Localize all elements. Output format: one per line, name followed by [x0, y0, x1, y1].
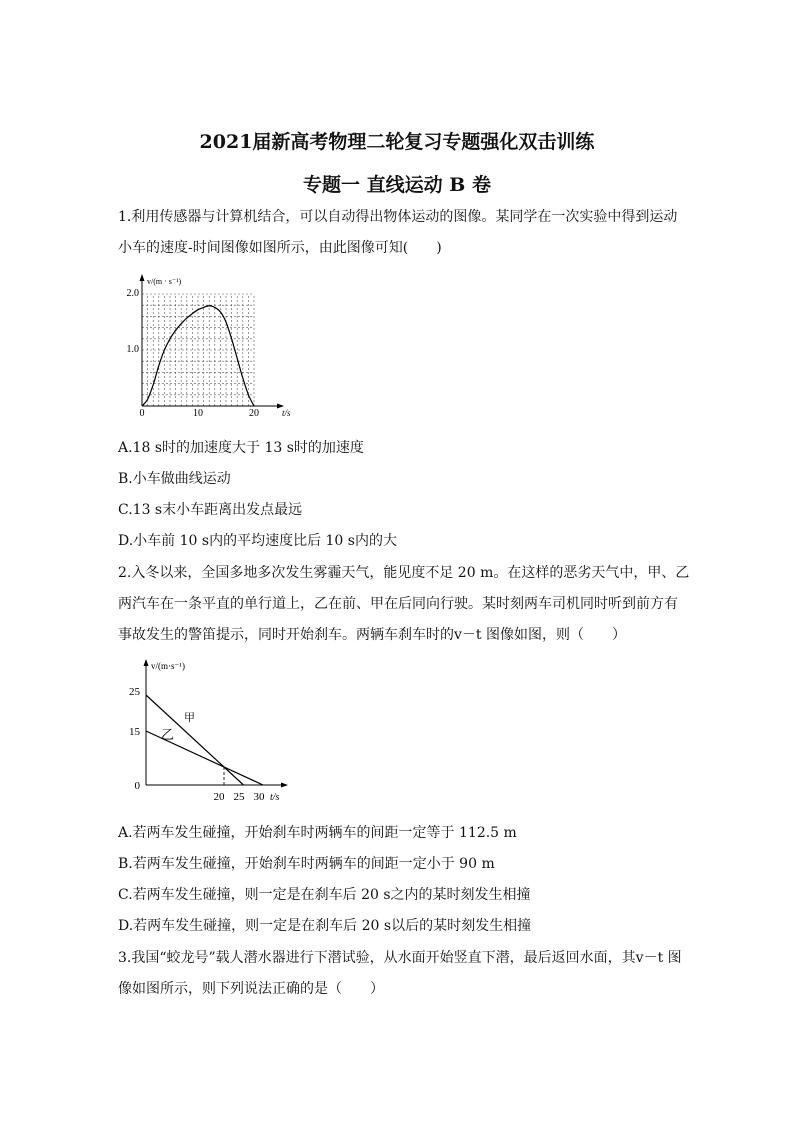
- chart2-y-tick-15: 15: [129, 726, 140, 738]
- chart1-x-tick-20: 20: [249, 408, 259, 419]
- q3-stem-line1: 3.我国“蛟龙号”载人潜水器进行下潜试验，从水面开始竖直下潜，最后返回水面，其v－t 图: [118, 950, 682, 966]
- q2-option-d: D.若两车发生碰撞，则一定是在刹车后 20 s以后的某时刻发生相撞: [118, 918, 532, 934]
- q2-option-a: A.若两车发生碰撞，开始刹车时两辆车的间距一定等于 112.5 m: [118, 825, 517, 841]
- chart1-x-tick-10: 10: [193, 408, 203, 419]
- q2-stem-line3: 事故发生的警笛提示，同时开始刹车。两辆车刹车时的v－t 图像如图，则（ ）: [118, 627, 626, 643]
- chart2-y-label: v/(m·s⁻¹): [151, 661, 185, 671]
- chart2-y-tick-25: 25: [129, 686, 140, 698]
- chart1-y-label: v/(m · s⁻¹): [147, 277, 182, 286]
- chart1-y-tick-2: 2.0: [126, 288, 139, 299]
- chart2-x-tick-30: 30: [253, 791, 265, 803]
- chart1-grid: [142, 294, 254, 406]
- q2-velocity-time-chart: [118, 655, 298, 805]
- chart2-x-tick-25: 25: [233, 791, 245, 803]
- chart2-x-axis-arrow: [281, 783, 288, 788]
- q1-option-d: D.小车前 10 s内的平均速度比后 10 s内的大: [118, 533, 397, 549]
- chart2-series-yi-label: 乙: [161, 727, 175, 742]
- q2-option-b: B.若两车发生碰撞，开始刹车时两辆车的间距一定小于 90 m: [118, 856, 495, 872]
- chart2-x-label: t/s: [270, 792, 280, 803]
- q1-velocity-time-chart: [118, 270, 298, 420]
- q2-option-c: C.若两车发生碰撞，则一定是在刹车后 20 s之内的某时刻发生相撞: [118, 887, 531, 903]
- document-subtitle: 专题一 直线运动 B 卷: [303, 174, 491, 196]
- q3-stem-line2: 像如图所示，则下列说法正确的是（ ）: [118, 981, 384, 997]
- q2-stem-line1: 2.入冬以来，全国多地多次发生雾霾天气，能见度不足 20 m。在这样的恶劣天气中，甲、乙: [118, 565, 690, 581]
- chart1-x-tick-0: 0: [139, 408, 145, 419]
- chart2-series-jia-label: 甲: [184, 712, 195, 724]
- chart2-x-tick-20: 20: [213, 791, 225, 803]
- q1-stem-line1: 1.利用传感器与计算机结合，可以自动得出物体运动的图像。某同学在一次实验中得到运动: [118, 209, 678, 225]
- chart2-y-axis-arrow: [144, 659, 149, 666]
- chart1-x-label: t/s: [282, 408, 291, 418]
- q1-option-b: B.小车做曲线运动: [118, 471, 231, 487]
- q1-option-c: C.13 s末小车距离出发点最远: [118, 502, 303, 518]
- chart1-y-axis-arrow: [140, 274, 145, 281]
- q2-stem-line2: 两汽车在一条平直的单行道上，乙在前、甲在后同向行驶。某时刻两车司机同时听到前方有: [118, 596, 678, 612]
- q1-option-a: A.18 s时的加速度大于 13 s时的加速度: [118, 440, 364, 456]
- document-title: 2021届新高考物理二轮复习专题强化双击训练: [199, 131, 595, 153]
- chart1-y-tick-1: 1.0: [126, 344, 139, 355]
- q1-stem-line2: 小车的速度-时间图像如图所示，由此图像可知( ): [118, 240, 442, 256]
- chart2-y-tick-0: 0: [134, 780, 140, 792]
